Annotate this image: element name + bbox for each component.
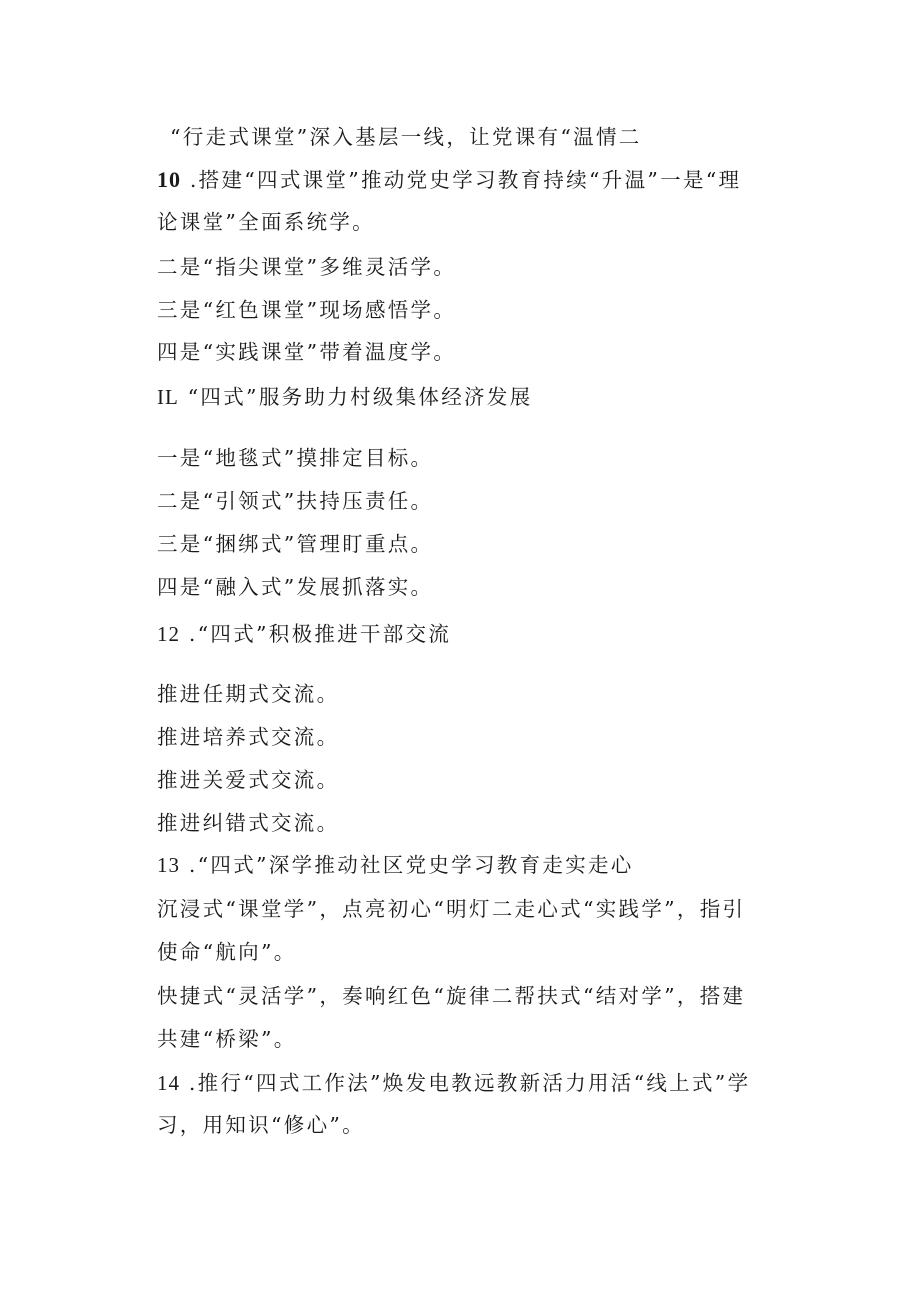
list-item [157,296,456,324]
list-item [157,766,339,794]
line-text: 二是“指尖课堂”多维灵活学。 [157,255,457,279]
text-line [157,1025,297,1053]
text-line [157,1111,365,1139]
text-line [157,895,745,923]
section-heading-10 [157,166,741,194]
text-line [157,982,745,1010]
text-line [157,938,297,966]
text-line [170,123,642,151]
section-number: 12 [157,622,180,646]
line-text: 三是“红色课堂”现场感悟学。 [157,298,457,322]
line-text: “四式”服务助力村级集体经济发展 [187,385,533,409]
line-text: 快捷式“灵活学”，奏响红色“旋律二帮扶式“结对学”，搭建 [157,984,746,1008]
line-text: .“四式”深学推动社区党史学习教育走实走心 [188,853,634,877]
line-text: 四是“融入式”发展抓落实。 [157,575,434,599]
line-text: 论课堂”全面系统学。 [157,210,375,234]
line-text: 推进纠错式交流。 [157,811,340,835]
line-text: 三是“捆绑式”管理盯重点。 [157,532,434,556]
line-text: 使命“航向”。 [157,940,297,964]
section-heading-11 [157,383,532,411]
list-item [157,723,339,751]
section-number: IL [157,385,179,409]
list-item [157,444,433,472]
section-number: 10 [157,167,181,192]
line-text: .搭建“四式课堂”推动党史学习教育持续“升温”一是“理 [189,168,742,192]
list-item [157,530,433,558]
line-text: 习，用知识“修心”。 [157,1113,365,1137]
section-heading-14 [157,1069,750,1097]
line-text: 二是“引领式”扶持压责任。 [157,489,434,513]
line-text: 推进关爱式交流。 [157,768,340,792]
list-item [157,680,339,708]
section-number: 14 [157,1071,180,1095]
line-text: 共建“桥梁”。 [157,1027,297,1051]
list-item [157,338,456,366]
list-item [157,573,433,601]
section-number: 13 [157,853,180,877]
line-text: .“四式”积极推进干部交流 [188,622,452,646]
line-text: “行走式课堂”深入基层一线，让党课有“温情二 [170,125,642,149]
list-item [157,487,433,515]
text-line [157,208,375,236]
list-item [157,809,339,837]
line-text: .推行“四式工作法”焕发电教远教新活力用活“线上式”学 [188,1071,751,1095]
section-heading-13 [157,851,634,879]
section-heading-12 [157,620,451,648]
line-text: 沉浸式“课堂学”，点亮初心“明灯二走心式“实践学”，指引 [157,897,746,921]
line-text: 推进任期式交流。 [157,682,340,706]
line-text: 四是“实践课堂”带着温度学。 [157,340,457,364]
list-item [157,253,456,281]
line-text: 一是“地毯式”摸排定目标。 [157,446,434,470]
line-text: 推进培养式交流。 [157,725,340,749]
